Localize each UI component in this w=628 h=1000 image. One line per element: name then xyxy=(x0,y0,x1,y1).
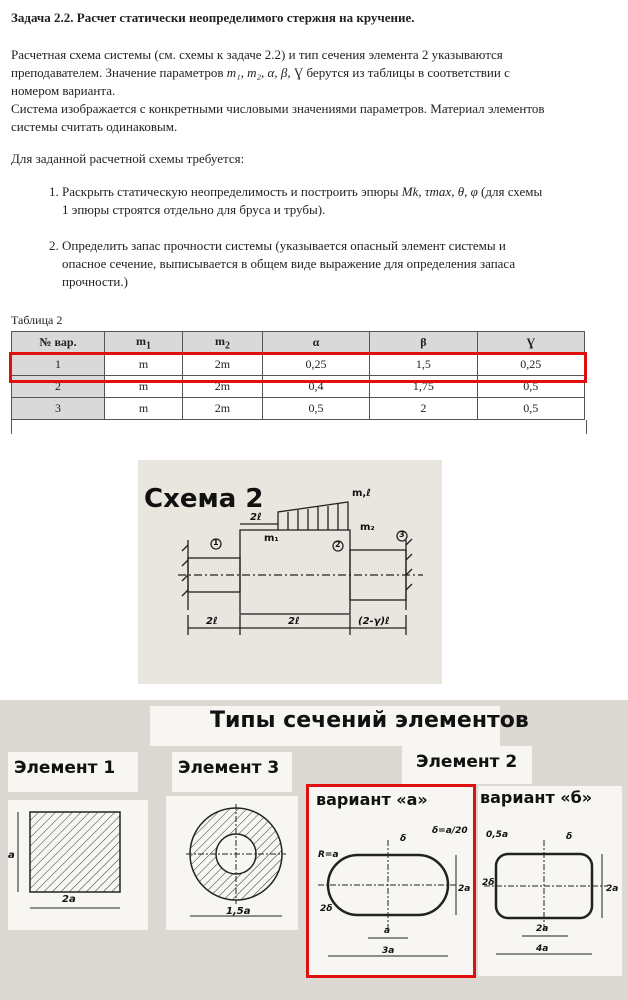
dimension-label: 3a xyxy=(382,946,395,956)
vars-span: Mk, τmax, θ, φ xyxy=(401,184,478,199)
text-line: прочности.) xyxy=(62,274,128,289)
table-cell: 2m xyxy=(183,376,263,398)
table-cell: 1,75 xyxy=(370,376,477,398)
highlight-row-box xyxy=(9,352,587,383)
text-span: преподавателем. Значение параметров xyxy=(11,65,227,80)
col-variant: № вар. xyxy=(12,332,105,354)
var-b-label: вариант «б» xyxy=(480,788,593,807)
dimension-label: a xyxy=(384,926,391,936)
dimension-label: R=a xyxy=(318,850,339,860)
paragraph-scheme xyxy=(11,46,611,136)
table-row xyxy=(12,398,585,420)
scheme-photo xyxy=(138,460,442,684)
table-cell: 2m xyxy=(183,354,263,376)
text-line: 1 эпюры строятся отдельно для бруса и трубы). xyxy=(62,202,326,217)
el2-label: Элемент 2 xyxy=(416,752,518,772)
el1-label: Элемент 1 xyxy=(14,758,116,778)
col-m2: $m_2$ xyxy=(183,332,263,354)
table-cell: 1,5 xyxy=(370,354,477,376)
moment-label: m₁ xyxy=(264,533,279,544)
table-cell: 1 xyxy=(12,354,105,376)
dimension-label: (2-γ)ℓ xyxy=(358,616,390,627)
table-cell: 2 xyxy=(370,398,477,420)
dimension-label: 2a xyxy=(62,894,76,905)
table-cell: 0,4 xyxy=(262,376,369,398)
moment-label: m₂ xyxy=(360,522,375,533)
dimension-label: 2δ xyxy=(320,904,333,914)
highlight-variant-a-box xyxy=(306,784,476,978)
moment-label: m,ℓ xyxy=(352,488,371,499)
text-line: опасное сечение, выписывается в общем виде выражение для определения запаса xyxy=(62,256,516,271)
text-line: номером варианта. xyxy=(11,83,116,98)
scheme-drawing xyxy=(138,460,442,684)
dimension-label: δ xyxy=(400,834,407,844)
dimension-label: δ=a/20 xyxy=(432,826,468,836)
text-line: Система изображается с конкретными числовыми значениями параметров. Материал элементов xyxy=(11,101,545,116)
dimension-label: a xyxy=(8,850,15,861)
paragraph-requirements: Для заданной расчетной схемы требуется: xyxy=(11,151,245,166)
dimension-label: 2ℓ xyxy=(250,512,262,523)
table-cell: 0,25 xyxy=(262,354,369,376)
col-m1: $m_1$ xyxy=(105,332,183,354)
el3-label: Элемент 3 xyxy=(178,758,280,778)
table-cell: m xyxy=(105,398,183,420)
list-number: 1. xyxy=(49,184,59,199)
table-cell: 3 xyxy=(12,398,105,420)
dimension-label: δ xyxy=(566,832,573,842)
text-line: Расчетная схема системы (см. схемы к задаче 2.2) и тип сечения элемента 2 указываются xyxy=(11,47,503,62)
dimension-label: 2δ xyxy=(482,878,495,888)
var-a-label: вариант «а» xyxy=(316,790,428,809)
table-caption: Таблица 2 xyxy=(11,313,63,327)
dimension-label: 2a xyxy=(458,884,471,894)
dimension-label: 2a xyxy=(536,924,549,934)
table-cell: 0,25 xyxy=(477,354,584,376)
table-cell: 2m xyxy=(183,398,263,420)
node-label: 1 xyxy=(213,538,219,547)
text-span: Ɣ берутся из таблицы в соответствии с xyxy=(293,65,510,80)
text-line: Определить запас прочности системы (указывается опасный элемент системы и xyxy=(62,238,506,253)
col-gamma: Ɣ xyxy=(477,332,584,354)
dimension-label: 2ℓ xyxy=(288,616,300,627)
text-line xyxy=(62,183,602,201)
task-title: Задача 2.2. Расчет статически неопределимого стержня на кручение. xyxy=(11,10,415,25)
table-continuation xyxy=(11,420,587,434)
text-line: системы считать одинаковым. xyxy=(11,119,178,134)
col-alpha: α xyxy=(262,332,369,354)
table-cell: 2 xyxy=(12,376,105,398)
table-cell: m xyxy=(105,376,183,398)
text-line xyxy=(11,64,611,82)
text-span: (для схемы xyxy=(477,184,543,199)
table-cell: m xyxy=(105,354,183,376)
dimension-label: 2a xyxy=(606,884,619,894)
node-label: 2 xyxy=(335,540,341,549)
dimension-label: 2ℓ xyxy=(206,616,218,627)
table-cell: 0,5 xyxy=(477,376,584,398)
params-span: m₁, m₂, α, β, xyxy=(226,65,294,80)
sections-title: Типы сечений элементов xyxy=(210,708,529,733)
el1-section-drawing xyxy=(8,800,148,930)
dimension-label: 0,5a xyxy=(486,830,509,840)
dimension-label: 1,5a xyxy=(226,906,251,917)
list-number: 2. xyxy=(49,238,59,253)
scheme-title: Схема 2 xyxy=(144,484,264,514)
list-item-2 xyxy=(49,237,602,291)
table-header-row xyxy=(12,332,585,354)
dimension-label: 4a xyxy=(536,944,549,954)
list-item-1 xyxy=(49,183,602,219)
var-b-section-drawing xyxy=(478,820,622,970)
col-beta: β xyxy=(370,332,477,354)
table-cell: 0,5 xyxy=(477,398,584,420)
table-cell: 0,5 xyxy=(262,398,369,420)
sections-photo xyxy=(0,700,628,1000)
text-span: Раскрыть статическую неопределимость и построить эпюры xyxy=(62,184,402,199)
node-label: 3 xyxy=(399,530,405,539)
